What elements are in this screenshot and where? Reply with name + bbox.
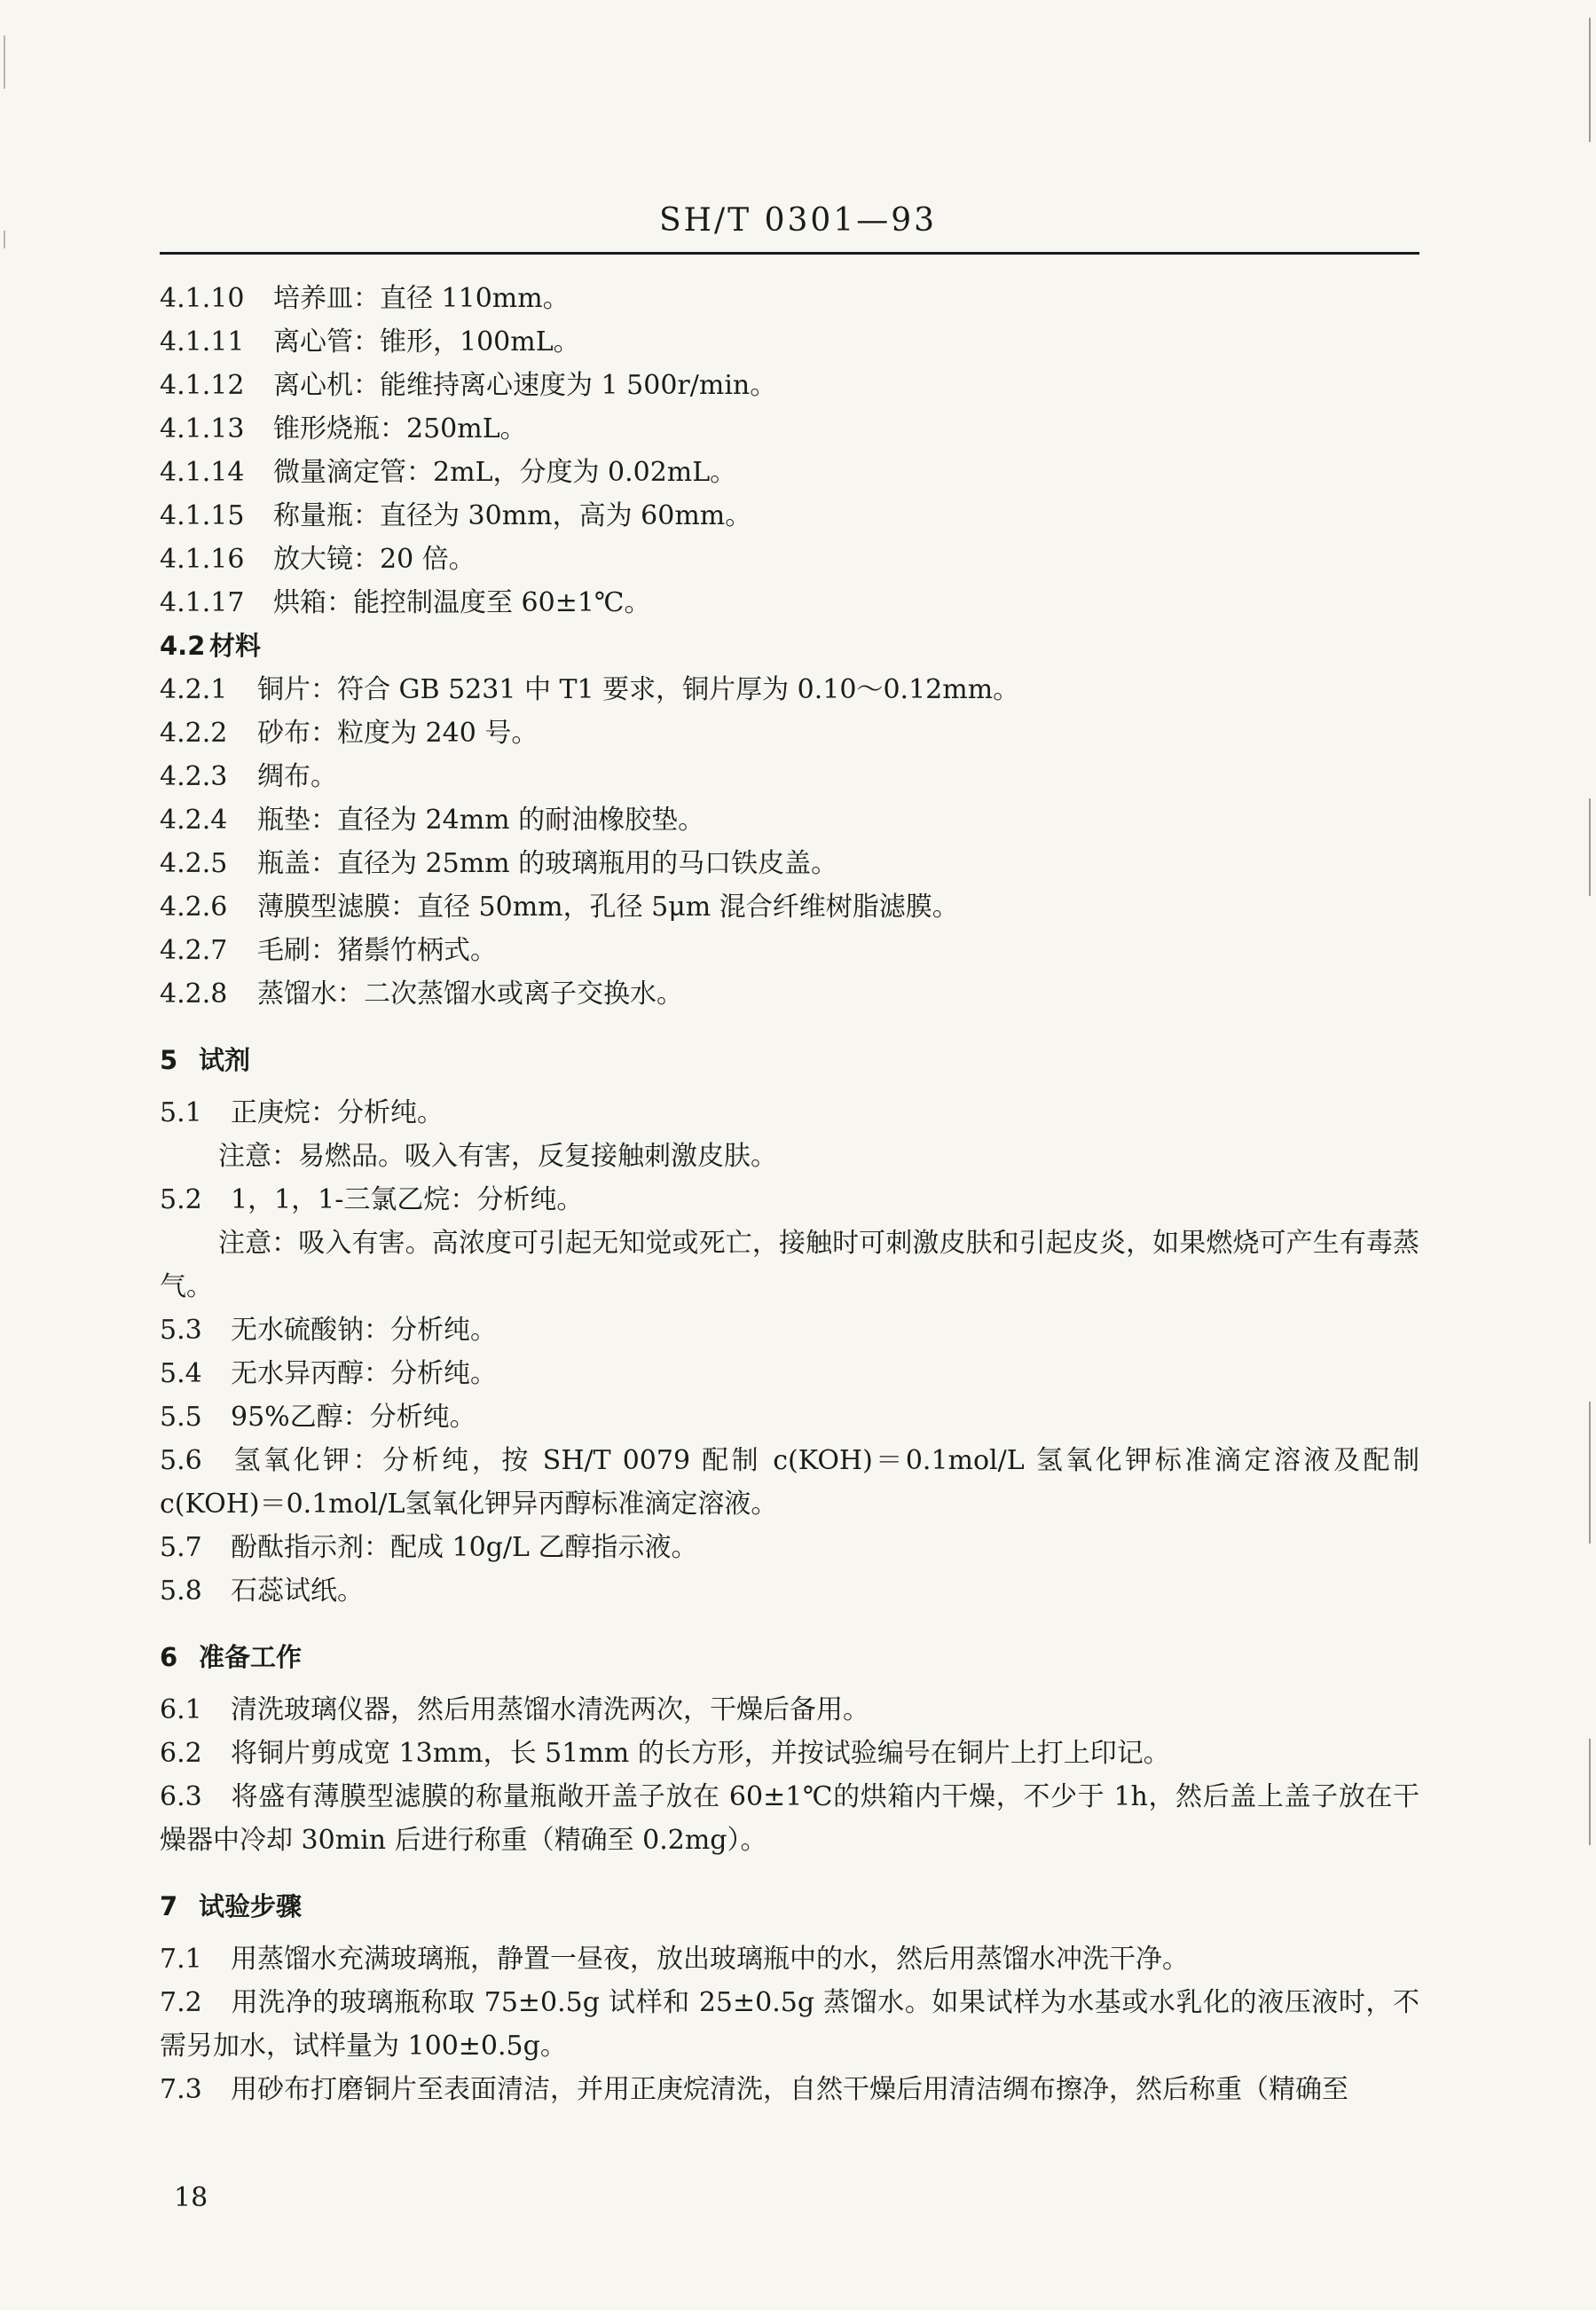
list-item: [160, 407, 1419, 451]
list-item: [160, 320, 1419, 364]
item-number: 4.1.15: [160, 500, 245, 531]
page-header-title: SH/T 0301—93: [658, 202, 938, 239]
section-number: 7: [160, 1891, 178, 1921]
item-number: 4.1.11: [160, 326, 245, 358]
item-number: 6.3: [160, 1781, 202, 1812]
item-number: 4.2.1: [160, 674, 228, 705]
item-text: 离心管：锥形，100mL。: [273, 326, 580, 358]
item-text: 绸布。: [257, 761, 337, 792]
item-text: 清洗玻璃仪器，然后用蒸馏水清洗两次，干燥后备用。: [231, 1694, 869, 1725]
header-rule: [160, 252, 1419, 255]
list-item: [160, 277, 1419, 320]
list-item: [160, 842, 1419, 885]
item-number: 6.1: [160, 1694, 202, 1725]
item-text: 瓶盖：直径为 25mm 的玻璃瓶用的马口铁皮盖。: [257, 848, 838, 879]
item-text: 培养皿：直径 110mm。: [273, 283, 570, 314]
scan-edge-mark: [1589, 18, 1591, 142]
list-item: [160, 798, 1419, 842]
item-text: 放大镜：20 倍。: [273, 544, 476, 575]
item-number: 5.4: [160, 1358, 202, 1389]
list-item: [160, 1526, 1419, 1569]
item-text: 正庚烷：分析纯。: [231, 1097, 444, 1128]
scan-edge-mark: [1589, 798, 1591, 896]
list-item: [160, 1395, 1419, 1439]
item-text: 95%乙醇：分析纯。: [231, 1402, 476, 1433]
list-item: [160, 711, 1419, 755]
list-item: [160, 1439, 1419, 1526]
item-text: 蒸馏水：二次蒸馏水或离子交换水。: [257, 978, 683, 1010]
item-number: 5.2: [160, 1184, 202, 1215]
item-text: 用洗净的玻璃瓶称取 75±0.5g 试样和 25±0.5g 蒸馏水。如果试样为水基或水乳化的液压液时，不需另加水，试样量为 100±0.5g。: [160, 1987, 1419, 2062]
list-item: [160, 2068, 1419, 2111]
item-text: 铜片：符合 GB 5231 中 T1 要求，铜片厚为 0.10～0.12mm。: [257, 674, 1020, 705]
section-number: 4.2: [160, 631, 206, 661]
section-number: 6: [160, 1642, 178, 1672]
item-number: 4.1.16: [160, 544, 245, 575]
section-heading: [160, 625, 1419, 668]
item-text: 石蕊试纸。: [231, 1575, 364, 1607]
document-body: [160, 277, 1419, 2111]
list-item: [160, 972, 1419, 1016]
item-text: 氢氧化钾：分析纯，按 SH/T 0079 配制 c(KOH)＝0.1mol/L 氢氧化钾标准滴定溶液及配制 c(KOH)＝0.1mol/L氢氧化钾异丙醇标准滴定溶液。: [160, 1445, 1419, 1520]
item-text: 将盛有薄膜型滤膜的称量瓶敞开盖子放在 60±1℃的烘箱内干燥，不少于 1h，然后盖上盖子放在干燥器中冷却 30min 后进行称重（精确至 0.2mg）。: [160, 1781, 1419, 1856]
item-text: 无水硫酸钠：分析纯。: [231, 1315, 497, 1346]
item-number: 4.1.12: [160, 370, 245, 401]
item-number: 4.1.13: [160, 413, 245, 444]
list-item: [160, 1937, 1419, 1981]
list-item: [160, 581, 1419, 625]
item-number: 5.3: [160, 1315, 202, 1346]
item-text: 砂布：粒度为 240 号。: [257, 718, 539, 749]
section-heading: [160, 1636, 1419, 1679]
section-heading: [160, 1039, 1419, 1082]
list-item: [160, 1352, 1419, 1395]
list-item: [160, 755, 1419, 798]
item-number: 5.7: [160, 1532, 202, 1563]
item-text: 锥形烧瓶：250mL。: [273, 413, 527, 444]
item-number: 5.8: [160, 1575, 202, 1607]
item-text: 微量滴定管：2mL，分度为 0.02mL。: [273, 457, 737, 488]
list-item: [160, 1981, 1419, 2068]
item-number: 4.1.10: [160, 283, 245, 314]
list-item: [160, 451, 1419, 494]
list-item: [160, 668, 1419, 711]
item-text: 称量瓶：直径为 30mm，高为 60mm。: [273, 500, 752, 531]
item-text: 酚酞指示剂：配成 10g/L 乙醇指示液。: [231, 1532, 698, 1563]
item-number: 5.5: [160, 1402, 202, 1433]
item-text: 用砂布打磨铜片至表面清洁，并用正庚烷清洗，自然干燥后用清洁绸布擦净，然后称重（精确至: [231, 2074, 1348, 2105]
list-item: [160, 1178, 1419, 1222]
item-number: 5.1: [160, 1097, 202, 1128]
item-number: 7.2: [160, 1987, 202, 2018]
item-text: 烘箱：能控制温度至 60±1℃。: [273, 587, 651, 618]
item-number: 4.2.3: [160, 761, 228, 792]
scan-edge-mark: [4, 35, 5, 89]
page-number: 18: [174, 2182, 208, 2213]
section-number: 5: [160, 1045, 178, 1075]
list-item: [160, 1732, 1419, 1775]
section-title: 准备工作: [199, 1642, 303, 1672]
list-item: [160, 1688, 1419, 1732]
item-text: 用蒸馏水充满玻璃瓶，静置一昼夜，放出玻璃瓶中的水，然后用蒸馏水冲洗干净。: [231, 1944, 1189, 1975]
item-number: 4.2.2: [160, 718, 228, 749]
item-text: 无水异丙醇：分析纯。: [231, 1358, 497, 1389]
list-item: [160, 1569, 1419, 1613]
list-item: [160, 364, 1419, 407]
item-number: 7.1: [160, 1944, 202, 1975]
list-item: [160, 885, 1419, 929]
list-item: [160, 494, 1419, 538]
section-title: 试剂: [199, 1045, 251, 1075]
item-number: 4.2.5: [160, 848, 228, 879]
list-item: [160, 1775, 1419, 1862]
item-text: 毛刷：猪鬃竹柄式。: [257, 935, 497, 966]
section-title: 试验步骤: [199, 1891, 303, 1921]
item-number: 4.2.8: [160, 978, 228, 1010]
scan-edge-mark: [1589, 1402, 1591, 1544]
item-text: 将铜片剪成宽 13mm，长 51mm 的长方形，并按试验编号在铜片上打上印记。: [231, 1738, 1170, 1769]
item-number: 4.2.6: [160, 892, 228, 923]
item-number: 7.3: [160, 2074, 202, 2105]
item-text: 1，1，1-三氯乙烷：分析纯。: [231, 1184, 584, 1215]
list-item: [160, 1091, 1419, 1135]
list-item: [160, 1308, 1419, 1352]
list-item: [160, 538, 1419, 581]
item-text: 瓶垫：直径为 24mm 的耐油橡胶垫。: [257, 805, 705, 836]
note-text: 注意：吸入有害。高浓度可引起无知觉或死亡，接触时可刺激皮肤和引起皮炎，如果燃烧可产生有毒蒸气。: [160, 1228, 1419, 1302]
item-text: 离心机：能维持离心速度为 1 500r/min。: [273, 370, 777, 401]
item-number: 6.2: [160, 1738, 202, 1769]
note-text: 注意：易燃品。吸入有害，反复接触刺激皮肤。: [218, 1141, 777, 1172]
scan-edge-mark: [1589, 1739, 1591, 1845]
item-text: 薄膜型滤膜：直径 50mm，孔径 5μm 混合纤维树脂滤膜。: [257, 892, 959, 923]
list-item: [160, 929, 1419, 972]
item-number: 4.2.4: [160, 805, 228, 836]
item-number: 4.2.7: [160, 935, 228, 966]
item-number: 4.1.17: [160, 587, 245, 618]
section-title: 材料: [209, 631, 262, 661]
section-heading: [160, 1885, 1419, 1929]
item-number: 5.6: [160, 1445, 202, 1476]
item-number: 4.1.14: [160, 457, 245, 488]
